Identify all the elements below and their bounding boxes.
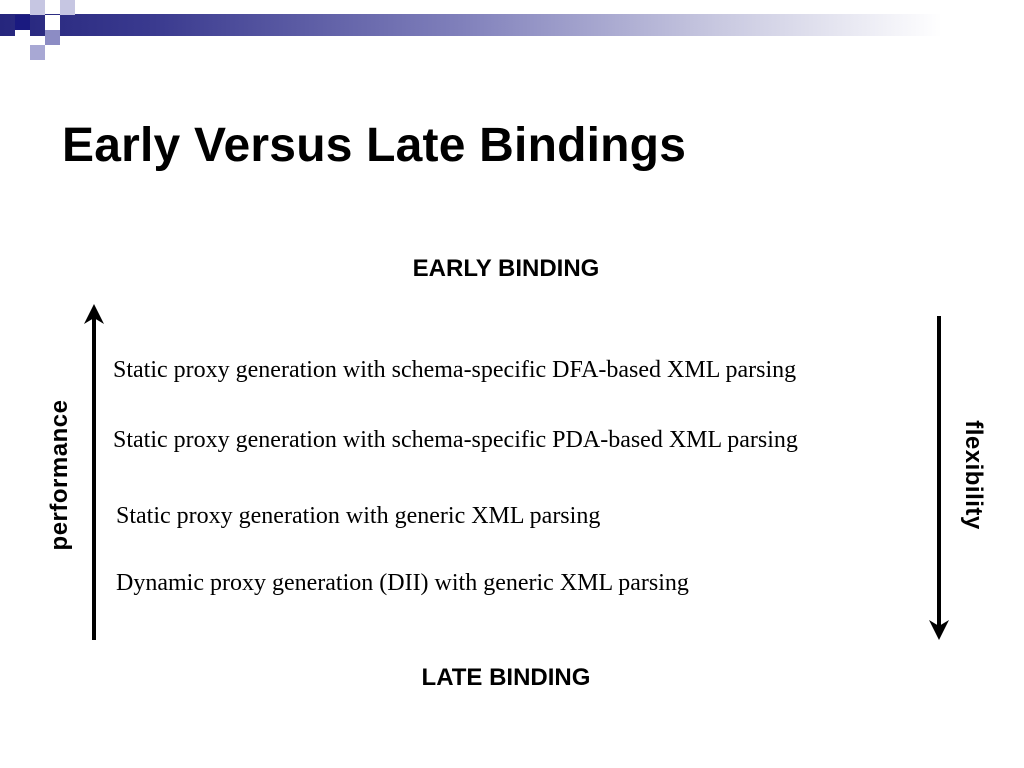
approach-item: Static proxy generation with schema-specific DFA-based XML parsing bbox=[113, 357, 797, 383]
flexibility-down-arrow bbox=[924, 314, 954, 644]
header-square-mid bbox=[30, 45, 45, 60]
header-square-mid bbox=[45, 30, 60, 45]
approach-item: Dynamic proxy generation (DII) with generic XML parsing bbox=[116, 570, 689, 596]
approach-item: Static proxy generation with generic XML parsing bbox=[116, 503, 601, 529]
header-gradient-bar bbox=[0, 14, 1024, 36]
header-square-light bbox=[60, 0, 75, 15]
early-binding-label: EARLY BINDING bbox=[412, 255, 600, 282]
slide-title: Early Versus Late Bindings bbox=[62, 119, 687, 172]
performance-label: performance bbox=[46, 399, 73, 551]
flexibility-label: flexibility bbox=[960, 420, 987, 530]
late-binding-label: LATE BINDING bbox=[421, 664, 591, 691]
performance-up-arrow bbox=[79, 302, 109, 642]
header-square-light bbox=[30, 0, 45, 15]
header-square-light bbox=[15, 30, 30, 45]
header-square-light bbox=[45, 15, 60, 30]
approach-item: Static proxy generation with schema-specific PDA-based XML parsing bbox=[113, 427, 798, 453]
header-square-dark bbox=[15, 15, 30, 30]
